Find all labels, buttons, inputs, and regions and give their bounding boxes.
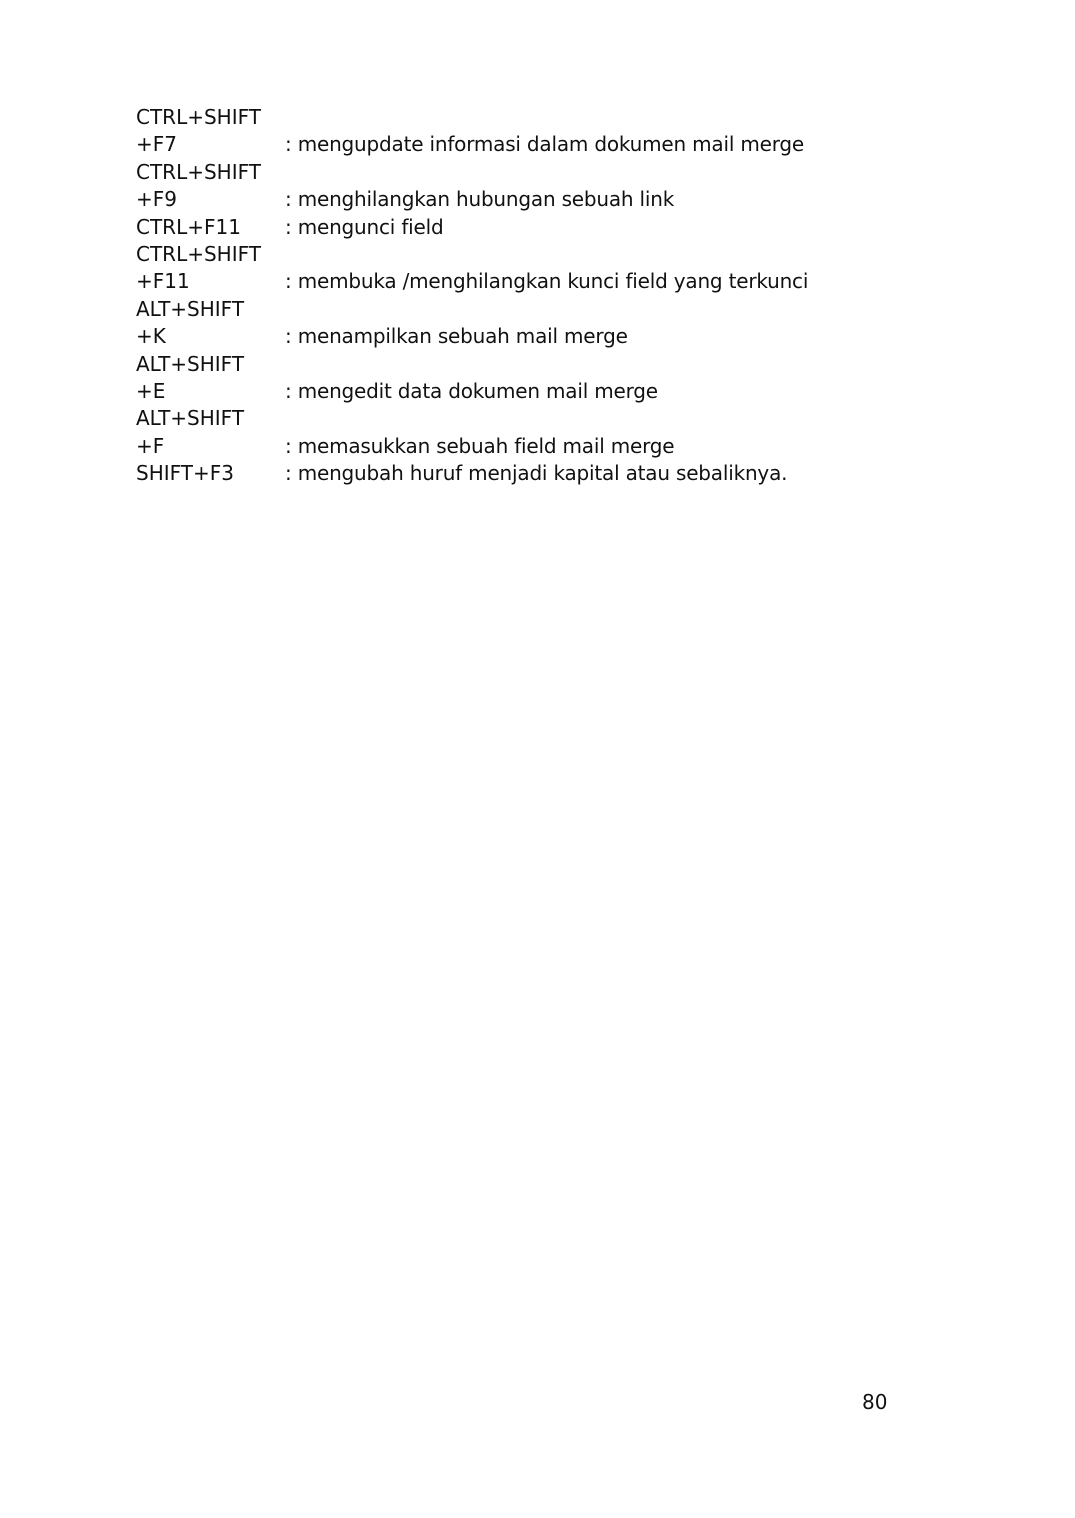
shortcut-key: CTRL+F11 bbox=[136, 214, 241, 239]
shortcut-key: +F11 bbox=[136, 269, 190, 294]
page-number: 80 bbox=[862, 1390, 888, 1414]
shortcut-description bbox=[285, 351, 856, 378]
shortcut-line bbox=[136, 241, 856, 268]
shortcut-key: ALT+SHIFT bbox=[136, 296, 245, 321]
shortcut-key: ALT+SHIFT bbox=[136, 351, 245, 376]
shortcut-key: +F9 bbox=[136, 187, 177, 212]
shortcut-description bbox=[285, 159, 856, 186]
shortcut-line bbox=[136, 351, 856, 378]
shortcut-key: CTRL+SHIFT bbox=[136, 159, 261, 184]
shortcut-key: +K bbox=[136, 324, 166, 349]
shortcut-key: +F bbox=[136, 433, 165, 458]
shortcut-description: : mengupdate informasi dalam dokumen mail merge bbox=[285, 132, 804, 157]
shortcut-key: +F7 bbox=[136, 132, 177, 157]
shortcut-line bbox=[136, 159, 856, 186]
shortcut-description: : mengunci field bbox=[285, 214, 444, 239]
shortcut-description: : membuka /menghilangkan kunci field yang terkunci bbox=[285, 269, 809, 294]
shortcut-description bbox=[285, 405, 856, 432]
shortcut-description: : mengubah huruf menjadi kapital atau sebaliknya. bbox=[285, 461, 788, 486]
shortcut-line bbox=[136, 460, 856, 487]
shortcut-description bbox=[285, 241, 856, 268]
shortcut-line bbox=[136, 433, 856, 460]
shortcut-line bbox=[136, 268, 856, 295]
shortcut-description: : mengedit data dokumen mail merge bbox=[285, 378, 658, 403]
shortcut-list bbox=[136, 104, 856, 487]
shortcut-description bbox=[285, 296, 856, 323]
shortcut-line bbox=[136, 405, 856, 432]
shortcut-line bbox=[136, 104, 856, 131]
shortcut-key: ALT+SHIFT bbox=[136, 406, 245, 431]
shortcut-line bbox=[136, 378, 856, 405]
shortcut-description: : menghilangkan hubungan sebuah link bbox=[285, 187, 675, 212]
shortcut-key: CTRL+SHIFT bbox=[136, 241, 261, 266]
shortcut-description bbox=[285, 104, 856, 131]
shortcut-line bbox=[136, 323, 856, 350]
shortcut-line bbox=[136, 296, 856, 323]
shortcut-description: : memasukkan sebuah field mail merge bbox=[285, 433, 675, 458]
shortcut-key: CTRL+SHIFT bbox=[136, 105, 261, 129]
shortcut-line bbox=[136, 131, 856, 158]
shortcut-line bbox=[136, 186, 856, 213]
shortcut-line bbox=[136, 214, 856, 241]
shortcut-key: SHIFT+F3 bbox=[136, 461, 234, 486]
shortcut-key: +E bbox=[136, 378, 166, 403]
shortcut-description: : menampilkan sebuah mail merge bbox=[285, 324, 628, 349]
